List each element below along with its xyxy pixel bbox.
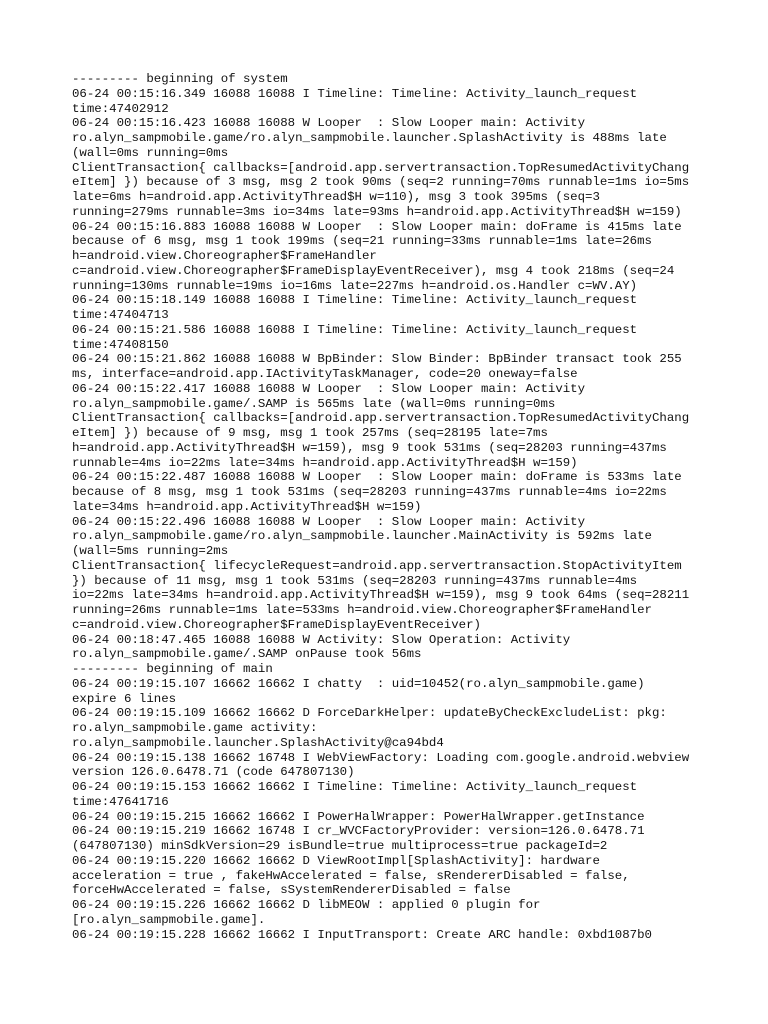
log-line: late=6ms h=android.app.ActivityThread$H w=110), msg 3 took 395ms (seq=3 <box>72 190 600 204</box>
log-line: ClientTransaction{ callbacks=[android.app.servertransaction.TopResumedActivityChang <box>72 160 690 175</box>
log-line: 06-24 00:15:22.487 16088 16088 W Looper : Slow Looper main: doFrame is 533ms late <box>72 470 682 485</box>
log-line: 06-24 00:15:16.349 16088 16088 I Timeline: Timeline: Activity_launch_request <box>72 86 638 101</box>
log-line: ms, interface=android.app.IActivityTaskManager, code=20 oneway=false <box>72 367 578 381</box>
log-line: 06-24 00:15:16.423 16088 16088 W Looper : Slow Looper main: Activity <box>72 116 586 131</box>
log-line: eItem] }) because of 3 msg, msg 2 took 90ms (seq=2 running=70ms runnable=1ms io=5ms <box>72 175 690 190</box>
log-line: acceleration = true , fakeHwAccelerated = false, sRendererDisabled = false, <box>72 868 630 883</box>
log-line: 06-24 00:19:15.215 16662 16662 I PowerHalWrapper: PowerHalWrapper.getInstance <box>72 809 645 824</box>
log-line: late=34ms h=android.app.ActivityThread$H w=159) <box>72 499 422 514</box>
log-line: ro.alyn_sampmobile.game/.SAMP is 565ms late (wall=0ms running=0ms <box>72 396 556 411</box>
log-line: ro.alyn_sampmobile.game activity: <box>72 721 318 735</box>
log-line: 06-24 00:19:15.226 16662 16662 D libMEOW : applied 0 plugin for <box>72 898 541 912</box>
log-line: (wall=0ms running=0ms <box>72 145 229 160</box>
log-line: 06-24 00:19:15.107 16662 16662 I chatty : uid=10452(ro.alyn_sampmobile.game) <box>72 676 645 691</box>
log-line: 06-24 00:15:16.883 16088 16088 W Looper : Slow Looper main: doFrame is 415ms late <box>72 219 682 234</box>
log-line: io=22ms late=34ms h=android.app.ActivityThread$H w=159), msg 9 took 64ms (seq=28211 <box>72 588 690 603</box>
log-line: c=android.view.Choreographer$FrameDisplayEventReceiver) <box>72 617 481 632</box>
log-line: time:47404713 <box>72 308 169 322</box>
log-line: h=android.view.Choreographer$FrameHandler <box>72 249 377 263</box>
log-line: running=26ms runnable=1ms late=533ms h=android.view.Choreographer$FrameHandler <box>72 603 652 617</box>
log-line: (647807130) minSdkVersion=29 isBundle=true multiprocess=true packageId=2 <box>72 839 608 853</box>
log-line: c=android.view.Choreographer$FrameDisplayEventReceiver), msg 4 took 218ms (seq=24 <box>72 263 675 278</box>
log-line: time:47402912 <box>72 101 169 116</box>
log-line: 06-24 00:15:18.149 16088 16088 I Timeline: Timeline: Activity_launch_request <box>72 293 638 308</box>
log-line: forceHwAccelerated = false, sSystemRendererDisabled = false <box>72 883 511 898</box>
log-line: version 126.0.6478.71 (code 647807130) <box>72 765 355 780</box>
log-line: 06-24 00:19:15.138 16662 16748 I WebViewFactory: Loading com.google.android.webview <box>72 750 690 765</box>
log-line: expire 6 lines <box>72 691 177 706</box>
log-line: 06-24 00:19:15.228 16662 16662 I InputTransport: Create ARC handle: 0xbd1087b0 <box>72 927 652 942</box>
log-line: because of 8 msg, msg 1 took 531ms (seq=28203 running=437ms runnable=4ms io=22ms <box>72 485 667 499</box>
log-line: 06-24 00:15:21.586 16088 16088 I Timeline: Timeline: Activity_launch_request <box>72 322 638 337</box>
log-line: eItem] }) because of 9 msg, msg 1 took 257ms (seq=28195 late=7ms <box>72 426 548 440</box>
log-document <box>72 72 712 942</box>
log-line: 06-24 00:15:22.496 16088 16088 W Looper : Slow Looper main: Activity <box>72 514 586 529</box>
log-line: 06-24 00:15:22.417 16088 16088 W Looper : Slow Looper main: Activity <box>72 381 586 396</box>
log-line: (wall=5ms running=2ms <box>72 544 229 558</box>
log-line: 06-24 00:15:21.862 16088 16088 W BpBinder: Slow Binder: BpBinder transact took 255 <box>72 352 682 367</box>
log-line: ro.alyn_sampmobile.game/ro.alyn_sampmobile.launcher.MainActivity is 592ms late <box>72 529 652 544</box>
log-line: [ro.alyn_sampmobile.game]. <box>72 912 266 927</box>
log-line: 06-24 00:18:47.465 16088 16088 W Activity: Slow Operation: Activity <box>72 632 571 647</box>
log-line: ro.alyn_sampmobile.game/ro.alyn_sampmobile.launcher.SplashActivity is 488ms late <box>72 131 667 145</box>
log-line: ClientTransaction{ lifecycleRequest=android.app.servertransaction.StopActivityItem <box>72 558 682 573</box>
log-line: --------- beginning of main <box>72 662 273 676</box>
log-line: 06-24 00:19:15.153 16662 16662 I Timeline: Timeline: Activity_launch_request <box>72 780 638 794</box>
log-line: --------- beginning of system <box>72 72 288 86</box>
log-line: 06-24 00:19:15.220 16662 16662 D ViewRootImpl[SplashActivity]: hardware <box>72 853 600 868</box>
log-line: runnable=4ms io=22ms late=34ms h=android.app.ActivityThread$H w=159) <box>72 455 578 470</box>
log-line: }) because of 11 msg, msg 1 took 531ms (seq=28203 running=437ms runnable=4ms <box>72 573 638 588</box>
log-line: 06-24 00:19:15.219 16662 16748 I cr_WVCFactoryProvider: version=126.0.6478.71 <box>72 824 645 839</box>
log-line: running=130ms runnable=19ms io=16ms late=227ms h=android.os.Handler c=WV.AY) <box>72 278 638 293</box>
log-line: h=android.app.ActivityThread$H w=159), msg 9 took 531ms (seq=28203 running=437ms <box>72 440 667 455</box>
log-line: 06-24 00:19:15.109 16662 16662 D ForceDarkHelper: updateByCheckExcludeList: pkg: <box>72 706 667 721</box>
log-line: time:47641716 <box>72 794 169 809</box>
log-line: because of 6 msg, msg 1 took 199ms (seq=21 running=33ms runnable=1ms late=26ms <box>72 234 652 249</box>
log-line: ro.alyn_sampmobile.game/.SAMP onPause took 56ms <box>72 647 422 662</box>
log-line: running=279ms runnable=3ms io=34ms late=93ms h=android.app.ActivityThread$H w=159) <box>72 204 682 219</box>
log-line: time:47408150 <box>72 337 169 352</box>
log-line: ro.alyn_sampmobile.launcher.SplashActivity@ca94bd4 <box>72 735 444 750</box>
log-line: ClientTransaction{ callbacks=[android.app.servertransaction.TopResumedActivityChang <box>72 411 690 426</box>
